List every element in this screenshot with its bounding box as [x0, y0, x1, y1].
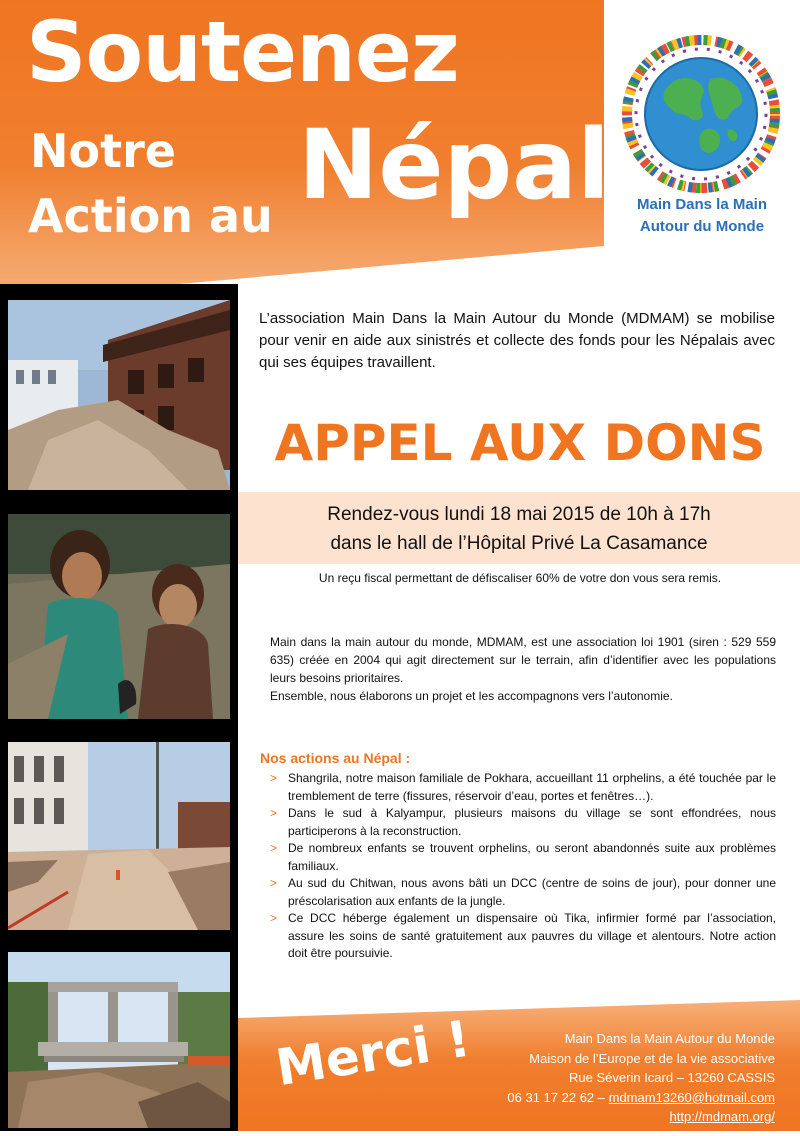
association-paragraph-2: Ensemble, nous élaborons un projet et les accompagnons vers l’autonomie.	[270, 689, 673, 703]
event-location: dans le hall de l’Hôpital Privé La Casamance	[330, 533, 708, 554]
list-item: > Shangrila, notre maison familiale de Pokhara, accueillant 11 orphelins, a été touchée par le tremblement de terre (fissures, réservoir d’eau, portes et fenêtres…).	[270, 771, 776, 803]
title-soutenez: Soutenez	[26, 3, 459, 101]
event-banner	[238, 492, 800, 564]
contact-org: Main Dans la Main Autour du Monde	[564, 1031, 775, 1046]
contact-block	[440, 1029, 775, 1127]
chevron-right-icon: >	[270, 876, 278, 890]
chevron-right-icon: >	[270, 911, 278, 925]
photo-children	[8, 514, 230, 719]
logo-name	[612, 194, 792, 238]
chevron-right-icon: >	[270, 841, 278, 855]
photo-street-rubble	[8, 742, 230, 930]
contact-phone: 06 31 17 22 62 –	[507, 1089, 605, 1105]
photo-strip	[0, 284, 238, 1131]
contact-house: Maison de l’Europe et de la vie associative	[529, 1050, 775, 1066]
globe-with-children-icon	[616, 34, 786, 194]
event-date: Rendez-vous lundi 18 mai 2015 de 10h à 17h	[327, 504, 711, 525]
logo-line2: Autour du Monde	[639, 218, 765, 235]
contact-phone-email	[440, 1088, 775, 1108]
email-link[interactable]: mdmam13260@hotmail.com	[608, 1089, 775, 1105]
title-notre: Notre	[30, 124, 176, 178]
photo-damaged-temple	[8, 300, 230, 490]
logo-line1: Main Dans la Main	[636, 196, 768, 213]
actions-list	[270, 770, 776, 963]
website-link[interactable]: http://mdmam.org/	[669, 1109, 775, 1124]
photo-collapsed-building	[8, 952, 230, 1128]
chevron-right-icon: >	[270, 806, 278, 820]
title-action-au: Action au	[28, 189, 273, 243]
appeal-heading: APPEL AUX DONS	[274, 414, 766, 472]
intro-paragraph: L’association Main Dans la Main Autour du Monde (MDMAM) se mobilise pour venir en aide aux sinistrés et collecte des fonds pour les Népalais avec qui ses équipes travaillent.	[259, 310, 775, 371]
merci-text: Merci !	[272, 1009, 474, 1098]
list-item: > Dans le sud à Kalyampur, plusieurs maisons du village se sont effondrées, nous participerons à la reconstruction.	[270, 806, 776, 838]
association-description	[270, 633, 776, 705]
list-item: > Ce DCC héberge également un dispensaire où Tika, infirmier formé par l’association, assure les soins de santé gratuitement aux pauvres du village et alentours. Notre action doit être poursuivie.	[270, 911, 776, 960]
list-item: > De nombreux enfants se trouvent orphelins, ou seront abandonnés suite aux problèmes familiaux.	[270, 841, 776, 873]
actions-title: Nos actions au Népal :	[260, 750, 411, 766]
tax-receipt-note: Un reçu fiscal permettant de défiscaliser 60% de votre don vous sera remis.	[318, 571, 722, 585]
title-nepal: Népal	[298, 109, 610, 221]
association-paragraph: Main dans la main autour du monde, MDMAM, est une association loi 1901 (siren : 529 559 635) créée en 2004 qui agit directement sur le terrain, afin d’identifier avec les populations leurs besoins prioritaires.	[270, 635, 776, 685]
list-item: > Au sud du Chitwan, nous avons bâti un DCC (centre de soins de jour), pour donner une préscolarisation aux enfants de la jungle.	[270, 876, 776, 908]
chevron-right-icon: >	[270, 771, 278, 785]
contact-address: Rue Séverin Icard – 13260 CASSIS	[569, 1070, 775, 1085]
